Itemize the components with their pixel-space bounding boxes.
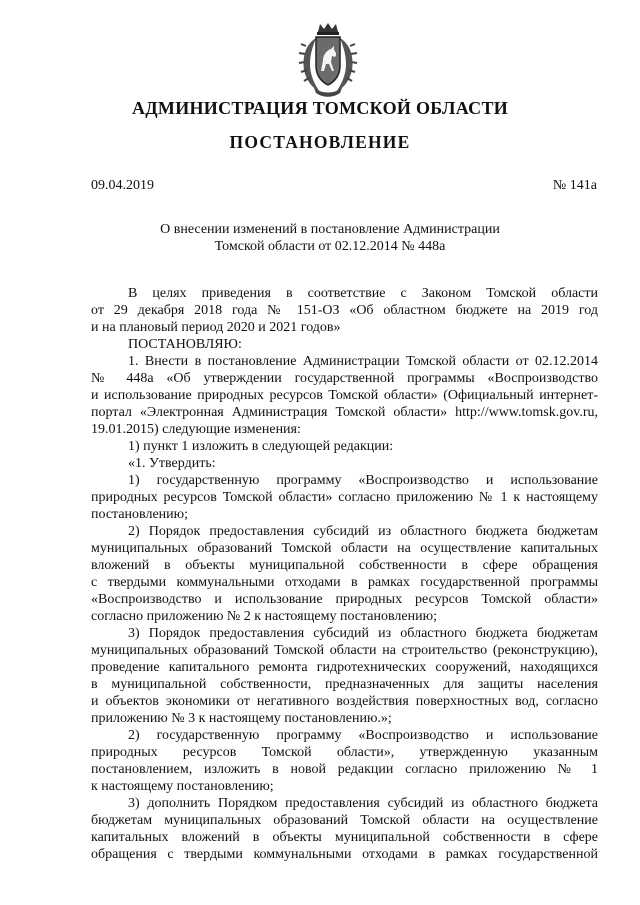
- body-line: 3) дополнить Порядком предоставления субсидий из областного бюджета: [128, 796, 598, 811]
- body-line: и использование природных ресурсов Томской области» (Официальный интернет-: [91, 388, 598, 403]
- body-line: 2) государственную программу «Воспроизводство и использование: [128, 728, 598, 743]
- body-line: природных ресурсов Томской области» согласно приложению № 1 к настоящему: [91, 490, 598, 505]
- coat-of-arms-icon: [296, 22, 360, 100]
- body-line: «Воспроизводство и использование природных ресурсов Томской области»: [91, 592, 598, 607]
- document-number: № 141а: [552, 178, 597, 193]
- body-line: и на плановый период 2020 и 2021 годов»: [91, 320, 341, 335]
- document-subject: [150, 221, 510, 255]
- body-line: к настоящему постановлению;: [91, 779, 274, 794]
- body-line: бюджетам муниципальных образований Томской области на осуществление: [91, 813, 598, 828]
- body-line: постановлению;: [91, 507, 189, 522]
- body-line: приложению № 3 к настоящему постановлению.»;: [91, 711, 392, 726]
- subject-line: О внесении изменений в постановление Администрации: [160, 222, 500, 237]
- body-line: обращения с твердыми коммунальными отходами в рамках государственной: [91, 847, 598, 862]
- body-line: природных ресурсов Томской области», утвержденную указанным: [91, 745, 598, 760]
- document-date: 09.04.2019: [91, 178, 154, 193]
- body-line: 3) Порядок предоставления субсидий из областного бюджета бюджетам: [128, 626, 598, 641]
- body-line: в муниципальной собственности, предназначенных для защиты населения: [91, 677, 598, 692]
- body-line: согласно приложению № 2 к настоящему постановлению;: [91, 609, 437, 624]
- body-line: вложений в объекты муниципальной собственности в сфере обращения: [91, 558, 598, 573]
- body-line: постановлением, изложить в новой редакции согласно приложению № 1: [91, 762, 598, 777]
- body-line: проведение капитального ремонта гидротехнических сооружений, находящихся: [91, 660, 598, 675]
- body-line: В целях приведения в соответствие с Законом Томской области: [128, 286, 598, 301]
- body-line: 19.01.2015) следующие изменения:: [91, 422, 301, 437]
- body-line: капитальных вложений в объекты муниципальной собственности в сфере: [91, 830, 598, 845]
- body-line: портал «Электронная Администрация Томской области» http://www.tomsk.gov.ru,: [91, 405, 598, 420]
- body-line: 1. Внести в постановление Администрации Томской области от 02.12.2014: [128, 354, 598, 369]
- body-line: «1. Утвердить:: [128, 456, 216, 471]
- body-line: 1) пункт 1 изложить в следующей редакции:: [128, 439, 394, 454]
- body-line: с твердыми коммунальными отходами в рамках государственной программы: [91, 575, 598, 590]
- body-line: 2) Порядок предоставления субсидий из областного бюджета бюджетам: [128, 524, 598, 539]
- body-line: от 29 декабря 2018 года № 151-ОЗ «Об областном бюджете на 2019 год: [91, 303, 598, 318]
- subject-line: Томской области от 02.12.2014 № 448а: [214, 239, 446, 254]
- organization-name: АДМИНИСТРАЦИЯ ТОМСКОЙ ОБЛАСТИ: [131, 98, 509, 118]
- document-type: ПОСТАНОВЛЕНИЕ: [229, 132, 411, 152]
- body-line: и объектов экономики от негативного воздействия поверхностных вод, согласно: [91, 694, 598, 709]
- body-line: № 448а «Об утверждении государственной программы «Воспроизводство: [91, 371, 598, 386]
- body-line: ПОСТАНОВЛЯЮ:: [128, 337, 242, 352]
- body-line: муниципальных образований Томской области на строительство (реконструкцию),: [91, 643, 598, 658]
- body-line: 1) государственную программу «Воспроизводство и использование: [128, 473, 598, 488]
- body-line: муниципальных образований Томской области на осуществление капитальных: [91, 541, 598, 556]
